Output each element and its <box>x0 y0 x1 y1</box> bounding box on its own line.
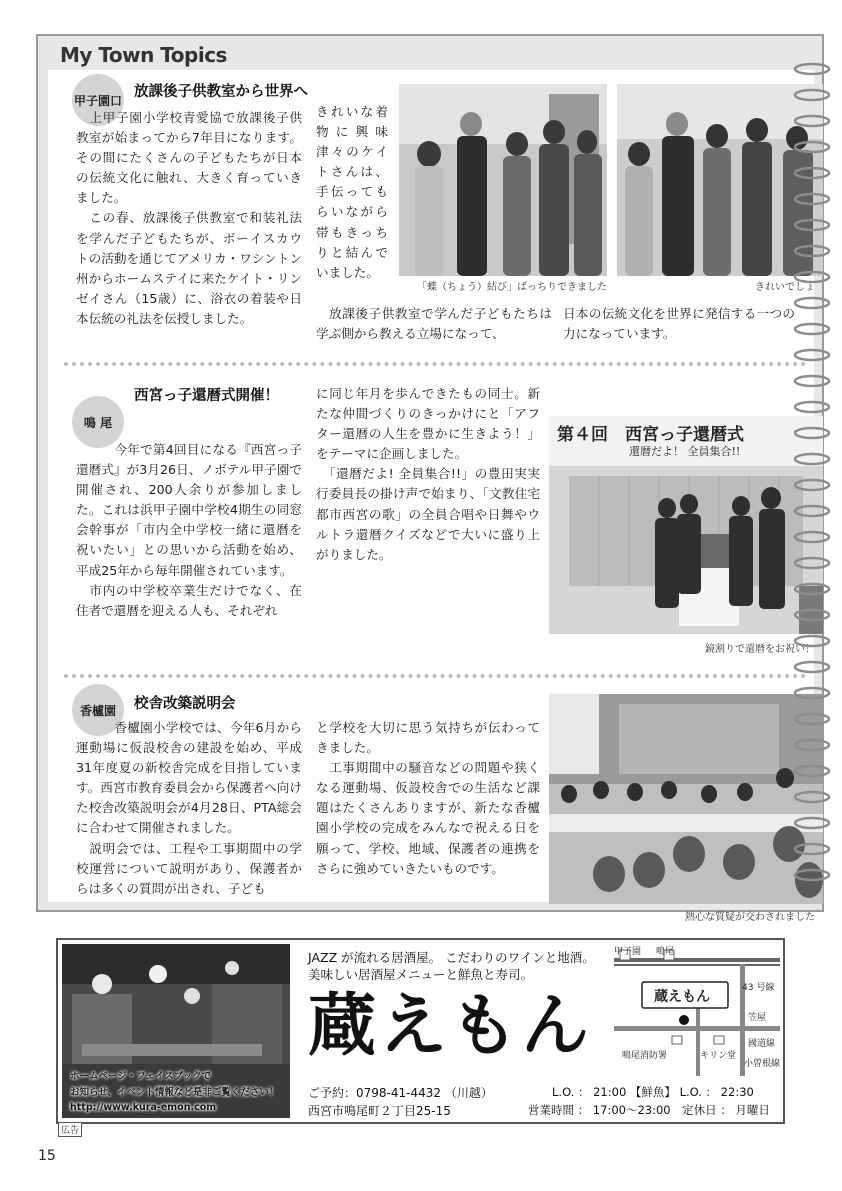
spiral-ring-icon <box>792 374 832 388</box>
article-body-col3: 日本の伝統文化を世界に発信する一つの力になっています。 <box>563 306 795 342</box>
article-koshienguchi <box>58 70 824 340</box>
spiral-ring-icon <box>792 218 832 232</box>
spiral-ring-icon <box>792 530 832 544</box>
article-body-col2: と学校を大切に思う気持ちが伝わってきました。 工事期間中の騒音などの問題や狭くなる運動場、仮設校舎での生活など課題はたくさんありますが、新たな香櫨園小学校の完成をみんなで祝える日を願って、学校、地域、保護者の連携をさらに強めていきたいものです。 <box>316 720 540 876</box>
map-station-koshien: 甲子園 <box>614 947 642 957</box>
map-shop-label: 蔵えもん <box>654 989 710 1005</box>
photo-overlay-text-1: ホームページ・フェイスブックで <box>70 1071 212 1082</box>
spiral-ring-icon <box>792 426 832 440</box>
photo-caption: 鏡割りで還暦をお祝い！ <box>705 644 815 655</box>
kimono-photo-1 <box>399 84 607 276</box>
map-road-kasaya: 笠屋 <box>748 1013 767 1023</box>
reservation-phone: ご予約：0798-41-4432 （川越） <box>308 1086 493 1100</box>
spiral-ring-icon <box>792 62 832 76</box>
spiral-ring-icon <box>792 816 832 830</box>
photo-caption: 熱心な質疑が交わされました <box>685 912 815 923</box>
spiral-ring-icon <box>792 686 832 700</box>
shop-address: 西宮市鳴尾町２丁目25-15 <box>308 1104 451 1118</box>
spiral-ring-icon <box>792 270 832 284</box>
spiral-ring-icon <box>792 400 832 414</box>
spiral-ring-icon <box>792 634 832 648</box>
spiral-ring-icon <box>792 88 832 102</box>
photo-caption-1: 「蝶（ちょう）結び」ばっちりできました <box>417 282 607 293</box>
spiral-ring-icon <box>792 452 832 466</box>
article-heading: 放課後子供教室から世界へ <box>134 84 308 100</box>
spiral-ring-icon <box>792 478 832 492</box>
article-body-col1: 香櫨園小学校では、今年6月から運動場に仮設校舎の建設を始め、平成31年度夏の新校舎完成を目指しています。西宮市教育委員会から保護者へ向けた校舎改築説明会が4月28日、PTA総会に合わせて開催されました。 説明会では、工程や工事期間中の学校運営について説明があり、保護者からは多くの質問が出され、子ども <box>76 720 302 896</box>
spiral-ring-icon <box>792 738 832 752</box>
article-body-col2-tail: 放課後子供教室で学んだ子どもたちは学ぶ側から教える立場になって、 <box>316 306 552 342</box>
section-divider <box>64 674 806 678</box>
spiral-ring-icon <box>792 348 832 362</box>
spiral-ring-icon <box>792 140 832 154</box>
spiral-ring-icon <box>792 556 832 570</box>
shop-logo: 蔵えもん <box>308 986 593 1066</box>
spiral-ring-icon <box>792 712 832 726</box>
article-koroen <box>58 684 824 923</box>
article-naruo <box>58 372 824 662</box>
spiral-ring-icon <box>792 868 832 882</box>
topics-panel <box>36 34 824 923</box>
website-link[interactable]: http://www.kura-emon.com <box>70 1102 217 1113</box>
restaurant-photo <box>62 944 290 1118</box>
map-station-naruo: 鳴尾 <box>656 947 675 957</box>
spiral-ring-icon <box>792 296 832 310</box>
map-kirindo: キリン堂 <box>700 1051 737 1061</box>
spiral-ring-icon <box>792 842 832 856</box>
spiral-ring-icon <box>792 790 832 804</box>
banner-subtitle: 還暦だよ！ 全員集合!! <box>629 445 741 458</box>
map-road-43: 43 号線 <box>742 983 775 993</box>
spiral-ring-icon <box>792 192 832 206</box>
banner-title: 第４回 西宮っ子還暦式 <box>557 425 744 445</box>
article-heading: 校舎改築説明会 <box>134 696 236 712</box>
spiral-ring-icon <box>792 244 832 258</box>
spiral-ring-icon <box>792 166 832 180</box>
spiral-ring-icon <box>792 764 832 778</box>
article-body-col2: に同じ年月を歩んできたもの同士。新たな仲間づくりのきっかけにと「アフター還暦の人生を豊かに生きよう！」をテーマに企画しました。 「還暦だよ! 全員集合!!」の豊田実実行委員長の掛け声で始まり、「文教住宅都市西宮の歌」の全員合唱や日舞やウルトラ還暦クイズなどで大いに盛り上がりました。 <box>316 386 540 562</box>
page-number: 15 <box>38 1148 56 1164</box>
spiral-ring-icon <box>792 660 832 674</box>
spiral-ring-icon <box>792 608 832 622</box>
business-hours: 営業時間 ： 17:00〜23:00 定休日 ： 月曜日 <box>528 1103 770 1117</box>
last-order-times: L.O. ： 21:00 【鮮魚】 L.O. ： 22:30 <box>552 1085 754 1099</box>
spiral-ring-icon <box>792 322 832 336</box>
spiral-ring-icon <box>792 504 832 518</box>
map-road-kokudo: 國道線 <box>748 1039 776 1049</box>
advertisement <box>56 938 785 1124</box>
access-map <box>614 944 780 1076</box>
ad-label: 広告 <box>58 1122 82 1137</box>
article-body-col2: きれいな着物に興味津々のケイトさんは、手伝ってもらいながら帯もきっちりと結んでいました。 <box>316 104 388 280</box>
spiral-ring-icon <box>792 114 832 128</box>
area-badge: 香櫨園 <box>72 684 124 736</box>
photo-caption-2: きれいでしょ <box>755 282 815 293</box>
spiral-ring-icon <box>792 582 832 596</box>
area-badge: 鳴 尾 <box>72 396 124 448</box>
article-body-col1: 上甲子園小学校青愛協で放課後子供教室が始まってから7年目になります。その間にたくさんの子どもたちが日本の伝統文化に触れ、大きく育っていきました。 この春、放課後子供教室で和装礼法を学んだ子どもたちが、ボーイスカウトの活動を通じてアメリカ・ワシントン州からホームステイに来たケイト・リンゼイさん（15歳）に、浴衣の着装や日本伝統の礼法を伝授しました。 <box>76 110 302 326</box>
map-road-kosone: 小曽根線 <box>744 1059 781 1069</box>
ad-tagline-2: 美味しい居酒屋メニューと鮮魚と寿司。 <box>308 967 534 982</box>
briefing-photo <box>549 694 823 904</box>
map-fire-station: 鳴尾消防署 <box>622 1051 668 1061</box>
section-divider <box>64 362 806 366</box>
ad-tagline-1: JAZZ が流れる居酒屋。 こだわりのワインと地酒。 <box>308 950 595 965</box>
area-badge: 甲子園口 <box>72 74 124 126</box>
page-title: My Town Topics <box>60 43 227 67</box>
article-body-col1: 今年で第4回目になる『西宮っ子還暦式』が3月26日、ノボテル甲子園で開催され、200人余りが参加しました。これは浜甲子園中学校4期生の同窓会幹事が「市内全中学校一緒に還暦を祝いたい」との思いから活動を始め、平成25年から毎年開催されています。 市内の中学校卒業生だけでなく、在住者で還暦を迎える人も、それぞれ <box>76 442 302 618</box>
kanreki-photo <box>549 416 823 634</box>
photo-overlay-text-2: お知らせ、イベント情報など是非ご覧ください！ <box>70 1087 279 1098</box>
article-heading: 西宮っ子還暦式開催！ <box>134 388 279 404</box>
panel-content <box>48 70 815 923</box>
